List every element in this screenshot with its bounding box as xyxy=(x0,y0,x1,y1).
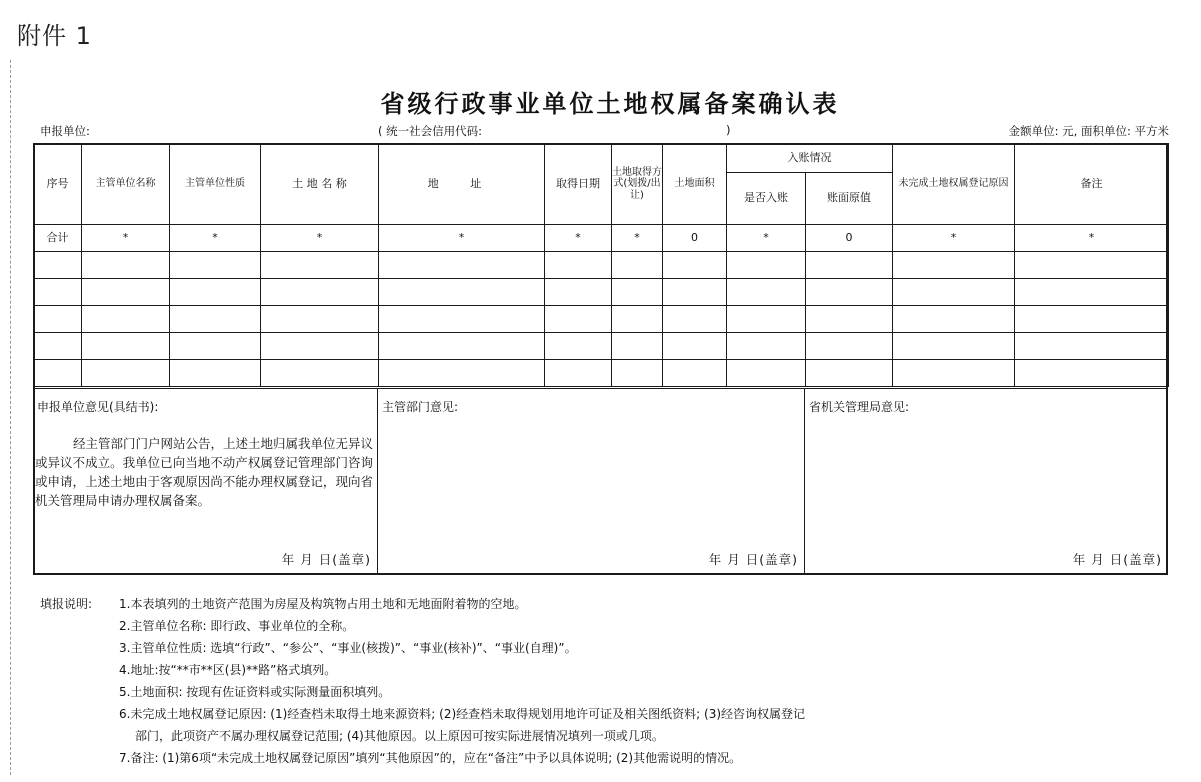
header-acquire-date: 取得日期 xyxy=(545,144,612,225)
total-book-value: 0 xyxy=(806,225,893,252)
department-opinion-label: 主管部门意见: xyxy=(382,400,459,414)
header-in-account: 是否入账 xyxy=(727,173,806,225)
form-title: 省级行政事业单位土地权属备案确认表 xyxy=(380,89,840,118)
bureau-opinion-label: 省机关管理局意见: xyxy=(809,400,910,414)
header-land-area: 土地面积 xyxy=(663,144,727,225)
total-acquire-method: * xyxy=(612,225,663,252)
total-remarks: * xyxy=(1015,225,1169,252)
note-item-7: 7.备注: (1)第6项“未完成土地权属登记原因”填列“其他原因”的，应在“备注”中予以具体说明; (2)其他需说明的情况。 xyxy=(119,751,742,765)
header-dept-name: 主管单位名称 xyxy=(82,144,170,225)
credit-code-label: ( 统一社会信用代码: xyxy=(378,124,483,138)
header-address: 地 址 xyxy=(379,144,545,225)
units-note: 金额单位: 元, 面积单位: 平方米 xyxy=(1008,124,1169,138)
note-item-3: 3.主管单位性质: 选填“行政”、“参公”、“事业(核拨)”、“事业(核补)”、“事业(自理)”。 xyxy=(119,641,577,655)
total-land-name: * xyxy=(261,225,379,252)
note-item-6-cont: 部门，此项资产不属办理权属登记范围; (4)其他原因。以上原因可按实际进展情况填列一项或几项。 xyxy=(135,729,664,743)
note-item-4: 4.地址:按“**市**区(县)**路”格式填列。 xyxy=(119,663,337,677)
applicant-opinion-label: 申报单位意见(具结书): xyxy=(37,400,159,414)
table-outer-frame xyxy=(33,143,1168,575)
total-address: * xyxy=(379,225,545,252)
notes-heading: 填报说明: xyxy=(40,597,93,611)
header-book-value: 账面原值 xyxy=(806,173,893,225)
total-label: 合计 xyxy=(34,225,82,252)
header-dept-nature: 主管单位性质 xyxy=(170,144,261,225)
applicant-unit-label: 申报单位: xyxy=(40,124,90,138)
header-seq: 序号 xyxy=(34,144,82,225)
applicant-opinion-text: 经主管部门门户网站公告，上述土地归属我单位无异议或异议不成立。我单位已向当地不动产权属登记管理部门咨询或申请，上述土地由于客观原因尚不能办理权属登记，现向省机关管理局申请办理权属备案。 xyxy=(35,436,374,508)
binding-margin-line xyxy=(10,60,11,775)
total-in-account: * xyxy=(727,225,806,252)
total-land-area: 0 xyxy=(663,225,727,252)
total-dept-name: * xyxy=(82,225,170,252)
note-item-2: 2.主管单位名称: 即行政、事业单位的全称。 xyxy=(119,619,355,633)
total-acquire-date: * xyxy=(545,225,612,252)
note-item-6: 6.未完成土地权属登记原因: (1)经查档未取得土地来源资料; (2)经查档未取得规划用地许可证及相关图纸资料; (3)经咨询权属登记 xyxy=(119,707,806,721)
header-unfinished-reason: 未完成土地权属登记原因 xyxy=(893,144,1015,225)
bureau-date-seal: 年 月 日(盖章) xyxy=(1072,552,1162,567)
header-remarks: 备注 xyxy=(1015,144,1169,225)
header-account-group: 入账情况 xyxy=(727,144,893,173)
total-dept-nature: * xyxy=(170,225,261,252)
note-item-1: 1.本表填列的土地资产范围为房屋及构筑物占用土地和无地面附着物的空地。 xyxy=(119,597,527,611)
header-acquire-method: 土地取得方式(划拨/出让) xyxy=(612,144,663,225)
note-item-5: 5.土地面积: 按现有佐证资料或实际测量面积填列。 xyxy=(119,685,391,699)
credit-code-close: ) xyxy=(726,123,731,137)
total-unfinished-reason: * xyxy=(893,225,1015,252)
department-date-seal: 年 月 日(盖章) xyxy=(708,552,798,567)
applicant-date-seal: 年 月 日(盖章) xyxy=(281,552,371,567)
header-land-name: 土 地 名 称 xyxy=(261,144,379,225)
attachment-label: 附件 1 xyxy=(17,22,92,50)
